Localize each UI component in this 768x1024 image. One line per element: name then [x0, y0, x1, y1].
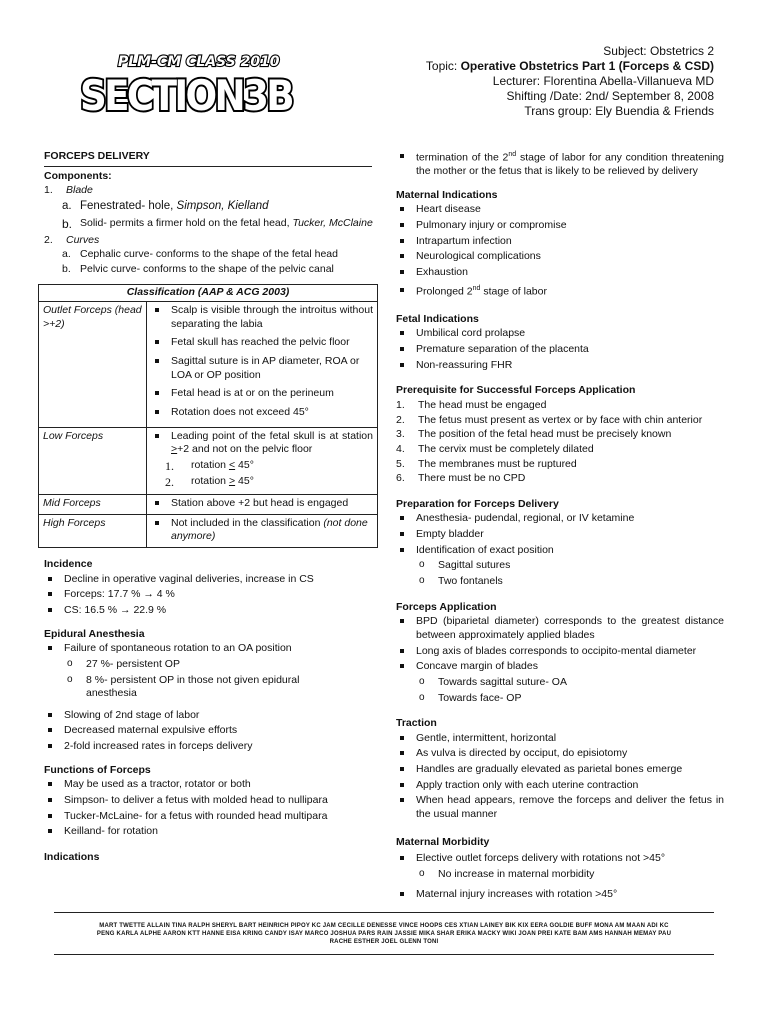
list-item: Neurological complications — [396, 250, 724, 264]
forceps-delivery-title: FORCEPS DELIVERY — [44, 150, 372, 167]
list-item: Keilland- for rotation — [44, 825, 378, 839]
header-info — [426, 44, 714, 119]
preparation-sub-list — [396, 559, 724, 588]
list-item: Concave margin of blades — [396, 660, 724, 674]
list-item: o Two fontanels — [396, 575, 724, 589]
topic-prefix: Topic: — [425, 59, 461, 73]
list-item: Exhaustion — [396, 266, 724, 280]
list-item: Prolonged 2nd stage of labor — [396, 284, 724, 299]
list-item: Station above +2 but head is engaged — [149, 497, 373, 511]
trans-group-line: Trans group: Ely Buendia & Friends — [524, 104, 714, 118]
components-list — [44, 184, 378, 198]
fetal-indications-title: Fetal Indications — [396, 312, 479, 325]
maternal-morbidity-list — [396, 852, 724, 866]
list-item: o Towards sagittal suture- OA — [396, 676, 724, 690]
maternal-morbidity-list-2 — [396, 888, 724, 902]
list-item: Gentle, intermittent, horizontal — [396, 732, 724, 746]
component-blade: 1. Blade — [44, 184, 93, 197]
left-column — [38, 150, 378, 866]
outlet-criteria — [149, 304, 373, 419]
list-item: When head appears, remove the forceps and deliver the fetus in the usual manner — [396, 794, 724, 821]
list-item: termination of the 2nd stage of labor for any condition threatening the mother or the fetus that is likely to be relieved by delivery — [396, 150, 724, 179]
list-item: Maternal injury increases with rotation >45° — [396, 888, 724, 902]
footer-line-2: PENG KARLA ALPHE AARON KTT HANNE EISA KRING CANDY ISAY MARCO JOSHUA PARS RAIN JASSIE MIKA SHAR ERIKA MACKY WIKI JOAN PREI KATE BAM AMS HANNAH MEMAY PAU — [96, 931, 672, 937]
list-item: o 27 %- persistent OP — [44, 658, 378, 672]
list-item: Decreased maternal expulsive efforts — [44, 724, 378, 738]
list-item: o Towards face- OP — [396, 692, 724, 706]
blade-a: a. Fenestrated- hole, Simpson, Kielland — [62, 199, 269, 212]
curves-a: a. Cephalic curve- conforms to the shape of the fetal head — [62, 248, 338, 261]
list-item: Fetal head is at or on the perineum — [149, 387, 373, 401]
list-item: 3. The position of the fetal head must be precisely known — [396, 428, 672, 441]
table-row — [39, 514, 378, 547]
logo-class-text: PLM-CM CLASS 2010 — [118, 54, 280, 70]
list-item: Pulmonary injury or compromise — [396, 219, 724, 233]
section-logo — [78, 48, 298, 118]
list-item: Tucker-McLaine- for a fetus with rounded head multipara — [44, 810, 378, 824]
list-item: o No increase in maternal morbidity — [396, 868, 724, 882]
footer-line-1: MART TWETTE ALLAIN TINA RALPH SHERYL BART HEINRICH PIPOY KC JAM CECILLE DENESSE VINCE HOOPS CES XTIAN LAINEY BIK KIX EERA GOLDIE BUFF MONA AM MAAN ADI KC — [99, 923, 669, 929]
forceps-application-title: Forceps Application — [396, 600, 497, 613]
list-item: Rotation does not exceed 45° — [149, 406, 373, 420]
low-sub-2: 2. rotation > 45° — [165, 475, 254, 490]
maternal-morbidity-title: Maternal Morbidity — [396, 835, 490, 848]
functions-title: Functions of Forceps — [44, 763, 151, 776]
list-item: Simpson- to deliver a fetus with molded head to nullipara — [44, 794, 378, 808]
footer-divider-bottom — [54, 954, 714, 955]
list-item: Fetal skull has reached the pelvic floor — [149, 336, 373, 350]
epidural-title: Epidural Anesthesia — [44, 627, 145, 640]
table-row — [39, 302, 378, 427]
epidural-sub-list — [44, 658, 378, 701]
preparation-list — [396, 512, 724, 557]
list-item: 2. The fetus must present as vertex or by face with chin anterior — [396, 413, 703, 426]
prerequisite-title: Prerequisite for Successful Forceps Application — [396, 384, 636, 397]
epidural-list-2 — [44, 709, 378, 754]
list-item: 2-fold increased rates in forceps delivery — [44, 740, 378, 754]
classification-table — [38, 284, 378, 548]
list-item: 6. There must be no CPD — [396, 472, 526, 485]
indications-title: Indications — [44, 850, 100, 863]
list-item: o 8 %- persistent OP in those not given epidural anesthesia — [44, 674, 378, 701]
list-item: As vulva is directed by occiput, do episiotomy — [396, 747, 724, 761]
list-item: o Sagittal sutures — [396, 559, 724, 573]
termination-list — [396, 150, 724, 179]
traction-list — [396, 732, 724, 822]
mid-forceps-label: Mid Forceps — [39, 495, 147, 515]
list-item: Elective outlet forceps delivery with rotations not >45° — [396, 852, 724, 866]
list-item: Identification of exact position — [396, 544, 724, 558]
list-item: Scalp is visible through the introitus without separating the labia — [149, 304, 373, 331]
list-item: 4. The cervix must be completely dilated — [396, 442, 594, 455]
list-item: 5. The membranes must be ruptured — [396, 457, 577, 470]
right-column — [396, 150, 724, 903]
topic-text: Operative Obstetrics Part 1 (Forceps & CSD) — [460, 59, 714, 73]
high-forceps-label: High Forceps — [39, 514, 147, 547]
footer-line-3: RACHE ESTHER JOEL GLENN TONI — [329, 939, 439, 945]
list-item: Premature separation of the placenta — [396, 343, 724, 357]
components-title: Components: — [44, 169, 112, 182]
subject-line: Subject: Obstetrics 2 — [603, 44, 714, 58]
list-item: Heart disease — [396, 203, 724, 217]
list-item: Not included in the classification (not done anymore) — [149, 517, 373, 544]
topic-line — [426, 59, 714, 74]
components-list-2 — [44, 234, 378, 248]
list-item: Handles are gradually elevated as parietal bones emerge — [396, 763, 724, 777]
list-item: Apply traction only with each uterine contraction — [396, 779, 724, 793]
outlet-forceps-label: Outlet Forceps (head >+2) — [39, 302, 147, 427]
shifting-line: Shifting /Date: 2nd/ September 8, 2008 — [506, 89, 714, 103]
list-item: Leading point of the fetal skull is at station >+2 and not on the pelvic floor — [149, 430, 373, 457]
lecturer-line: Lecturer: Florentina Abella-Villanueva MD — [492, 74, 714, 88]
traction-title: Traction — [396, 717, 437, 730]
list-item: Failure of spontaneous rotation to an OA position — [44, 642, 378, 656]
functions-list — [44, 778, 378, 839]
list-item: BPD (biparietal diameter) corresponds to the greatest distance between approximately applied blades — [396, 615, 724, 642]
list-item: Sagittal suture is in AP diameter, ROA or LOA or OP position — [149, 355, 373, 382]
footer-divider-top — [54, 912, 714, 913]
list-item: Umbilical cord prolapse — [396, 327, 724, 341]
incidence-list — [44, 573, 378, 618]
list-item: May be used as a tractor, rotator or both — [44, 778, 378, 792]
forceps-application-list — [396, 615, 724, 674]
table-row — [39, 495, 378, 515]
footer-credits — [54, 922, 714, 946]
epidural-list — [44, 642, 378, 656]
incidence-title: Incidence — [44, 558, 93, 571]
list-item: Anesthesia- pudendal, regional, or IV ketamine — [396, 512, 724, 526]
forceps-application-sub-list — [396, 676, 724, 705]
maternal-indications-list — [396, 203, 724, 298]
logo-section-text: SECTION3B — [80, 71, 293, 118]
list-item: Decline in operative vaginal deliveries, increase in CS — [44, 573, 378, 587]
logo-graphic — [78, 48, 298, 118]
list-item: Intrapartum infection — [396, 235, 724, 249]
classification-header: Classification (AAP & ACG 2003) — [39, 285, 378, 302]
list-item: CS: 16.5 % → 22.9 % — [44, 604, 378, 618]
fetal-indications-list — [396, 327, 724, 372]
maternal-indications-title: Maternal Indications — [396, 188, 498, 201]
component-curves: 2. Curves — [44, 233, 100, 246]
low-criteria — [149, 430, 373, 457]
preparation-title: Preparation for Forceps Delivery — [396, 497, 559, 510]
curves-b: b. Pelvic curve- conforms to the shape of the pelvic canal — [62, 262, 334, 275]
table-row — [39, 427, 378, 495]
maternal-morbidity-sub-list — [396, 868, 724, 882]
low-forceps-label: Low Forceps — [39, 427, 147, 495]
prerequisite-list — [396, 399, 724, 486]
low-sub-1: 1. rotation < 45° — [165, 458, 254, 473]
list-item: Slowing of 2nd stage of labor — [44, 709, 378, 723]
list-item: Non-reassuring FHR — [396, 359, 724, 373]
list-item: Empty bladder — [396, 528, 724, 542]
list-item: Forceps: 17.7 % → 4 % — [44, 588, 378, 602]
list-item: Long axis of blades corresponds to occipito-mental diameter — [396, 645, 724, 659]
list-item: 1. The head must be engaged — [396, 398, 547, 411]
blade-b: b. Solid- permits a firmer hold on the fetal head, Tucker, McClaine — [62, 216, 373, 231]
